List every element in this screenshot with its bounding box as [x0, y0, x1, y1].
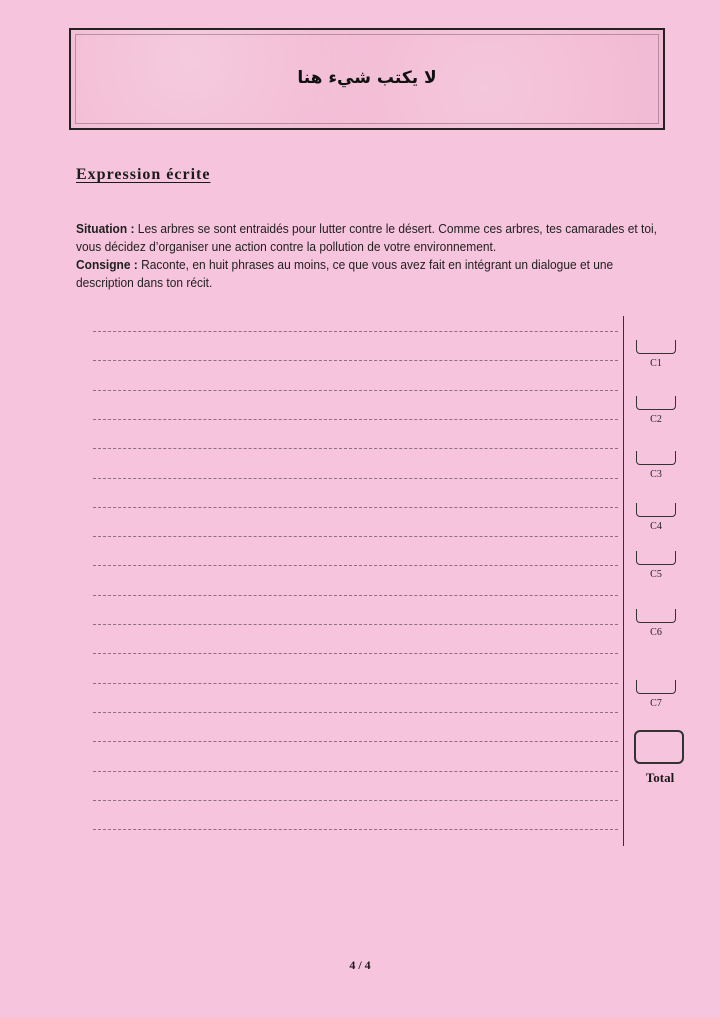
score-box-c1[interactable] — [634, 340, 678, 369]
score-slot[interactable] — [636, 503, 676, 517]
writing-line[interactable] — [93, 478, 618, 479]
situation-paragraph — [76, 220, 674, 256]
writing-line[interactable] — [93, 390, 618, 391]
criterion-label: C3 — [650, 469, 662, 480]
score-slot[interactable] — [636, 609, 676, 623]
margin-divider — [623, 316, 624, 846]
criterion-label: C7 — [650, 698, 662, 709]
do-not-write-notice: لا يكتب شيء هنا — [297, 68, 437, 88]
writing-line[interactable] — [93, 536, 618, 537]
writing-line[interactable] — [93, 683, 618, 684]
do-not-write-box — [69, 28, 665, 130]
writing-line[interactable] — [93, 448, 618, 449]
writing-line[interactable] — [93, 800, 618, 801]
writing-line[interactable] — [93, 360, 618, 361]
writing-line[interactable] — [93, 331, 618, 332]
writing-line[interactable] — [93, 771, 618, 772]
writing-line[interactable] — [93, 741, 618, 742]
score-box-c3[interactable] — [634, 451, 678, 480]
score-slot[interactable] — [636, 340, 676, 354]
criterion-label: C1 — [650, 358, 662, 369]
writing-line[interactable] — [93, 653, 618, 654]
criterion-label: C5 — [650, 569, 662, 580]
criterion-label: C6 — [650, 627, 662, 638]
writing-line[interactable] — [93, 595, 618, 596]
situation-label: Situation : — [76, 221, 135, 236]
total-score[interactable] — [634, 730, 686, 786]
score-box-c5[interactable] — [634, 551, 678, 580]
writing-line[interactable] — [93, 565, 618, 566]
writing-area[interactable] — [93, 318, 623, 848]
total-label: Total — [645, 770, 675, 785]
writing-line[interactable] — [93, 419, 618, 420]
total-score-box[interactable] — [634, 730, 684, 764]
writing-line[interactable] — [93, 829, 618, 830]
writing-line[interactable] — [93, 712, 618, 713]
writing-line[interactable] — [93, 624, 618, 625]
consigne-label: Consigne : — [76, 257, 138, 272]
score-slot[interactable] — [636, 680, 676, 694]
score-box-c4[interactable] — [634, 503, 678, 532]
score-slot[interactable] — [636, 396, 676, 410]
score-slot[interactable] — [636, 451, 676, 465]
consigne-text: Raconte, en huit phrases au moins, ce que vous avez fait en intégrant un dialogue et une description dans ton récit. — [76, 257, 614, 290]
situation-text: Les arbres se sont entraidés pour lutter contre le désert. Comme ces arbres, tes camarades et toi, vous décidez d’organiser une action contre la pollution de votre environnement. — [76, 221, 657, 254]
page-number: 4 / 4 — [349, 958, 371, 972]
criterion-label: C4 — [650, 521, 662, 532]
criterion-label: C2 — [650, 414, 662, 425]
section-title: Expression écrite — [76, 166, 211, 183]
writing-line[interactable] — [93, 507, 618, 508]
consigne-paragraph — [76, 256, 674, 292]
score-box-c6[interactable] — [634, 609, 678, 638]
score-box-c7[interactable] — [634, 680, 678, 709]
score-slot[interactable] — [636, 551, 676, 565]
score-box-c2[interactable] — [634, 396, 678, 425]
